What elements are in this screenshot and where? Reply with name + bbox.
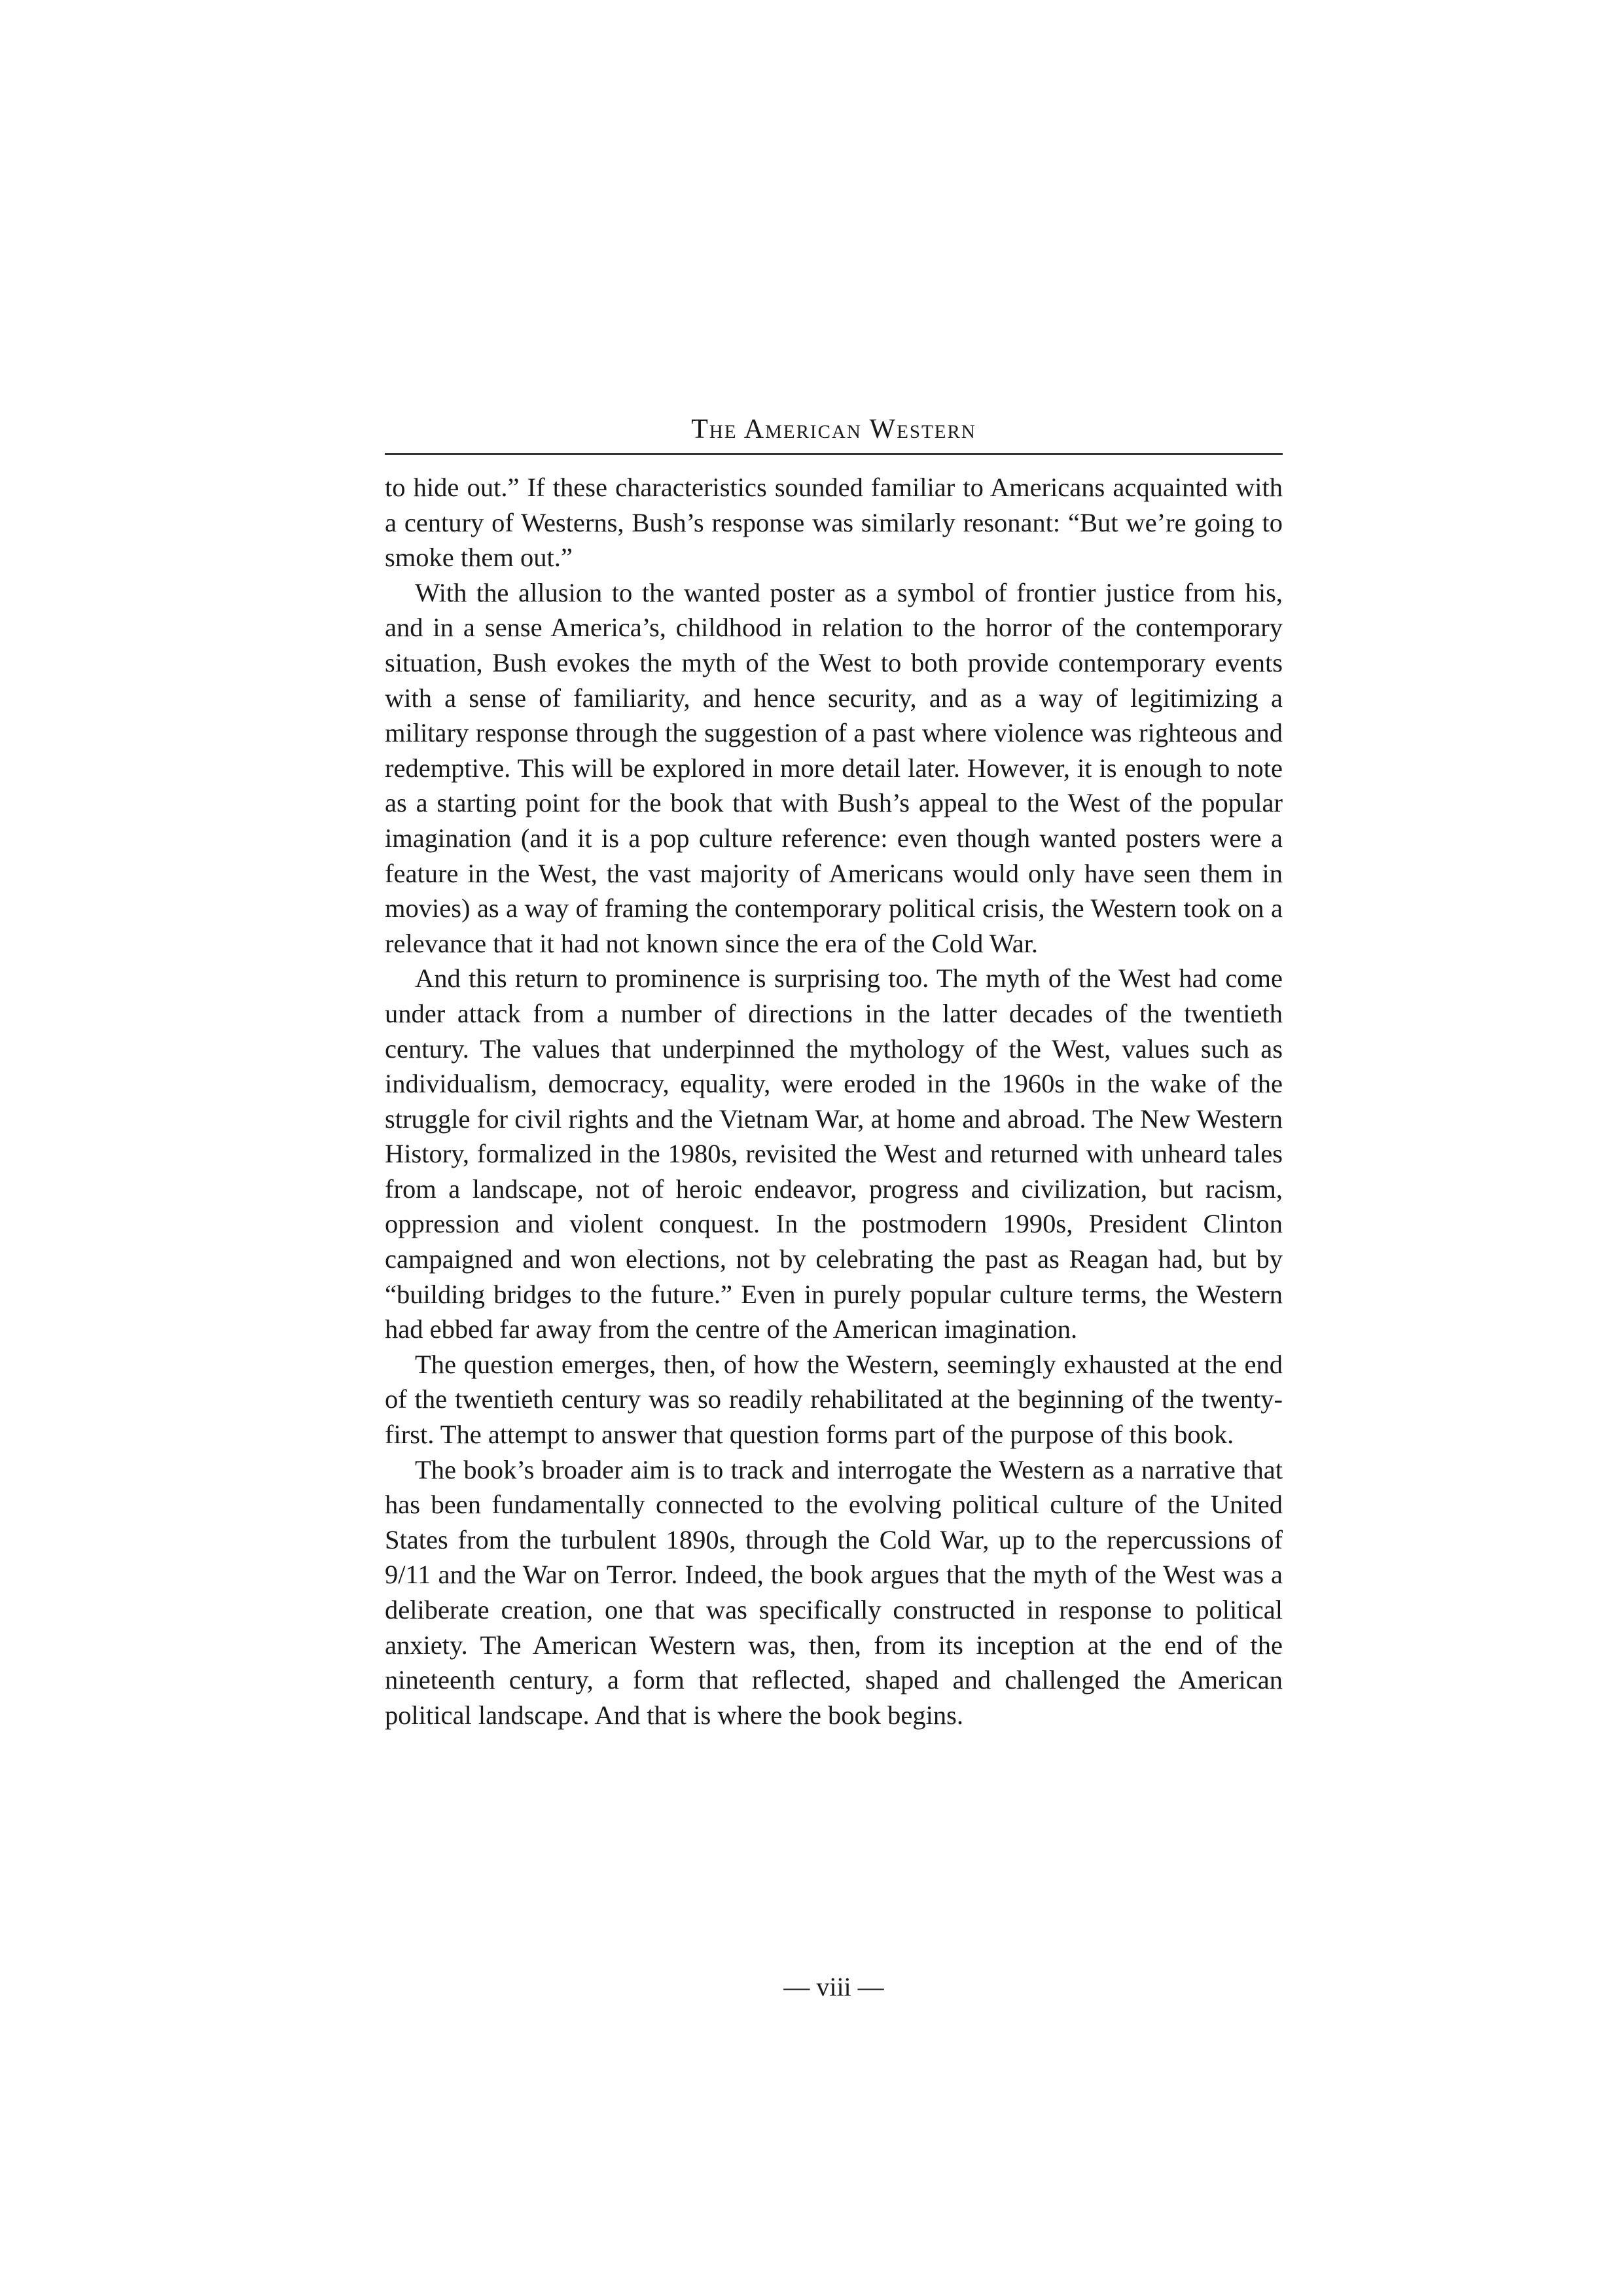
running-head: The American Western: [385, 406, 1283, 455]
body-text: [385, 470, 1283, 1732]
paragraph: And this return to prominence is surprising too. The myth of the West had come under attack from a number of directions in the latter decades of the twentieth century. The values that underpinned the mythology of the West, values such as individualism, democracy, equality, were eroded in the 1960s in the wake of the struggle for civil rights and the Vietnam War, at home and abroad. The New Western History, formalized in the 1980s, revisited the West and returned with unheard tales from a landscape, not of heroic endeavor, progress and civilization, but racism, oppression and violent conquest. In the postmodern 1990s, President Clinton campaigned and won elections, not by celebrating the past as Reagan had, but by “building bridges to the future.” Even in purely popular culture terms, the Western had ebbed far away from the centre of the American imagination.: [385, 963, 1283, 1344]
page-number: — viii —: [783, 1972, 884, 2001]
paragraph: With the allusion to the wanted poster as a symbol of frontier justice from his, and in a sense America’s, childhood in relation to the horror of the contemporary situation, Bush evokes the myth of the West to both provide contemporary events with a sense of familiarity, and hence security, and as a way of legitimizing a military response through the suggestion of a past where violence was righteous and redemptive. This will be explored in more detail later. However, it is enough to note as a starting point for the book that with Bush’s appeal to the West of the popular imagination (and it is a pop culture reference: even though wanted posters were a feature in the West, the vast majority of Americans would only have seen them in movies) as a way of framing the contemporary political crisis, the Western took on a relevance that it had not known since the era of the Cold War.: [385, 577, 1283, 958]
paragraph-continuation: to hide out.” If these characteristics sounded familiar to Americans acquainted with a century of Westerns, Bush’s response was similarly resonant: “But we’re going to smoke them out.”: [385, 473, 1283, 573]
paragraph: The book’s broader aim is to track and interrogate the Western as a narrative that has been fundamentally connected to the evolving political culture of the United States from the turbulent 1890s, through the Cold War, up to the repercussions of 9/11 and the War on Terror. Indeed, the book argues that the myth of the West was a deliberate creation, one that was specifically constructed in response to political anxiety. The American Western was, then, from its inception at the end of the nineteenth century, a form that reflected, shaped and challenged the American political landscape. And that is where the book begins.: [385, 1454, 1283, 1730]
paragraph: The question emerges, then, of how the Western, seemingly exhausted at the end of the twentieth century was so readily rehabilitated at the beginning of the twenty-first. The attempt to answer that question forms part of the purpose of this book.: [385, 1349, 1283, 1450]
